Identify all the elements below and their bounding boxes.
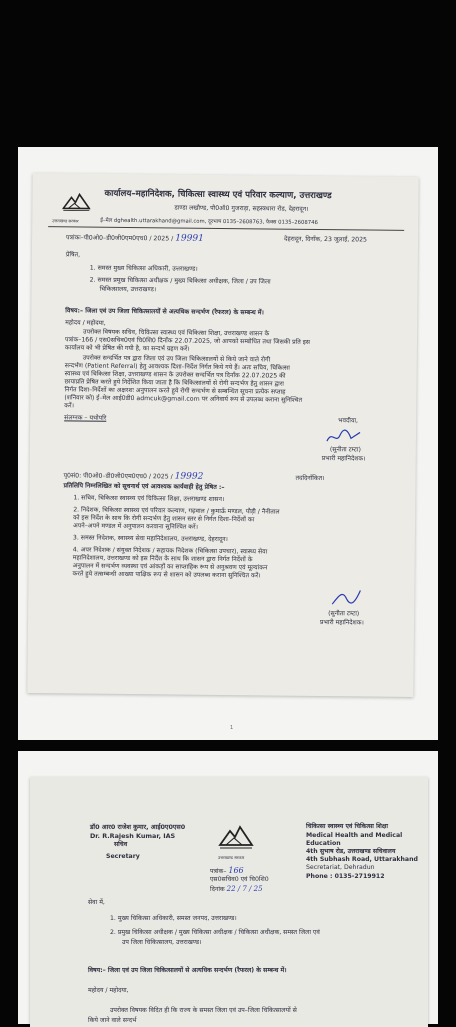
page-number: 1 xyxy=(230,725,233,731)
uttarakhand-emblem-logo xyxy=(62,191,90,213)
recipient-1: 1. मुख्य चिकित्सा अधिकारी, समस्त जनपद, उत्तराखण्ड। xyxy=(110,915,237,923)
copy-item: 1. सचिव, चिकित्सा स्वास्थ्य एवं चिकित्सा शिक्षा, उत्तराखण्ड शासन। xyxy=(73,494,224,504)
phone-line: Phone : 0135-2719912 xyxy=(306,873,385,881)
body-line: करें। xyxy=(64,402,74,410)
to-label: सेवा में, xyxy=(88,899,105,907)
recipient-1: 1. समस्त मुख्य चिकित्सा अधिकारी, उत्तराखण्ड। xyxy=(90,265,198,274)
address-english-1: 4th Subhash Road, Uttarakhand xyxy=(306,856,418,864)
subject-line: विषय:– जिला एवं उप जिला चिकित्सालयों से अत्यधिक सन्दर्भण (रैफरल) के सम्बन्ध में। xyxy=(88,967,287,975)
body-line: स्वास्थ्य एवं चिकित्सा शिक्षा, उत्तराखण्ड शासन के उपरोक्त सन्दर्भित पत्र दिनाँक 22.07.2025 की xyxy=(65,370,286,380)
body-line: कार्यालय को भी प्रेषित की गयी है, का सन्दर्भ ग्रहण करें। xyxy=(65,344,190,353)
enclosure-line: संलग्नक – यथोपरि xyxy=(64,414,106,422)
recipient-2-cont: उप जिला चिकित्सालय, उत्तराखण्ड। xyxy=(122,939,201,947)
copy-item: को इस निर्देश के साथ कि रोगी सन्दर्भण हेतु शासन स्तर से निर्गत दिशा–निर्देशों का xyxy=(73,514,254,524)
endorsement-date: तददिनाँकित। xyxy=(296,475,325,483)
copy-item: 4. अपर निदेशक / संयुक्त निदेशक / सहायक निदेशक (चिकित्सा उपचार), स्वास्थ्य सेवा xyxy=(73,546,268,556)
body-line: सन्दर्भण (Patient Referral) हेतु आवश्यक दिशा–निर्देश निर्गत किये गये हैं। अतः सचिव, चिकित्सा xyxy=(65,362,290,372)
signatory-2-title: प्रभारी महानिदेशक। xyxy=(320,619,364,627)
officer-name-english: Dr. R.Rajesh Kumar, IAS xyxy=(90,832,175,840)
letter-date: देहरादून, दिनाँक, 23 जुलाई, 2025 xyxy=(284,236,367,245)
logo-caption: उत्तराखण्ड सरकार xyxy=(218,854,244,862)
body-line: उपरोक्त सन्दर्भित पत्र द्वारा जिला एवं उप जिला चिकित्सालयों से किये जाने वाले रोगी xyxy=(83,355,270,365)
yours-faithfully: भवदीया, xyxy=(338,417,358,425)
copy-item: 3. समस्त निदेशक, स्वास्थ्य सेवा महानिदेशालय, उत्तराखण्ड, देहरादून। xyxy=(73,534,228,544)
subject-line: विषय:– जिला एवं उप जिला चिकित्सालयों से अत्यधिक सन्दर्भण (रैफरल) के सम्बन्ध में। xyxy=(65,307,264,317)
designation-hindi: सचिव xyxy=(114,841,127,849)
copy-item: महानिदेशालय, उत्तराखण्ड को इस निर्देश के साथ कि शासन द्वारा निर्गत निर्देशों के xyxy=(73,554,253,564)
address-hindi: 4th सुभाष रोड, उत्तराखण्ड सचिवालय xyxy=(306,848,395,856)
logo-caption: उत्तराखण्ड सरकार xyxy=(52,217,78,225)
letter-number: पत्रांकः–पी0ओ0–डी0जी0एम0एच0 / 2025 / 19991 xyxy=(66,233,204,243)
letter-date: दिनांक 22 / 7 / 25 xyxy=(210,885,263,894)
body-line: उपरोक्त विषयक विदित ही कि राज्य के समस्त जिला एवं उप–जिला चिकित्सालयों से xyxy=(110,1007,297,1015)
copy-item: करते हुये तत्सम्बन्धी आख्या पाक्षिक रूप से शासन को उपलब्ध कराना सुनिश्चित करें। xyxy=(72,570,260,580)
letter-sheet xyxy=(27,173,418,697)
body-line: छायाप्रति प्रेषित करते हुये निर्देशित किया जाता है कि चिकित्सालयों से रोगी सन्दर्भण हेतु शासन द्वारा xyxy=(65,378,284,388)
designation-english: Secretary xyxy=(106,853,140,861)
letter-number: पत्रांक– 166 xyxy=(210,867,244,876)
copy-item: 2. निदेशक, चिकित्सा स्वास्थ्य एवं परिवार कल्याण, गढ़वाल / कुमाऊँ मण्डल, पौड़ी / नैनीताल xyxy=(73,506,279,516)
officer-name-hindi: डॉ0 आर0 राजेश कुमार, आई0ए0एस0 xyxy=(90,823,185,831)
recipient-2-cont: चिकित्सालय, उत्तराखण्ड। xyxy=(99,286,156,295)
signatory-2-name: (सुनीता टम्टा) xyxy=(328,610,359,618)
signature-1 xyxy=(324,426,364,446)
body-line: (शनिवार को) ई–मेल आई0डी0 admcuk@gmail.com पर अनिवार्य रूप से उपलब्ध कराना सुनिश्चित xyxy=(64,394,302,404)
copy-item: अनुपालन में सन्दर्भण व्यवस्था एवं आंकड़ों का साप्ताहिक रूप से अनुश्रवण एवं मूल्यांकन xyxy=(73,562,268,572)
signature-2 xyxy=(328,586,364,608)
salutation: महोदय / महोदया, xyxy=(65,319,106,327)
document-page-1 xyxy=(18,147,438,740)
signatory-title: प्रभारी महानिदेशक। xyxy=(322,455,366,463)
office-title: कार्यालय–महानिदेशक, चिकित्सा स्वास्थ्य एवं परिवार कल्याण, उत्तराखण्ड xyxy=(104,189,331,202)
endorsement-number: पृ0सं0: पी0ओ0–डी0जी0एम0एच0 / 2025 / 19992 xyxy=(64,471,204,481)
letter-sheet xyxy=(30,777,428,1027)
to-label: प्रेषित, xyxy=(66,251,80,259)
body-line: निर्गत दिशा–निर्देशों का अक्षरशः अनुपालन करते हुये रोगी सन्दर्भण से सम्बन्धित सूचना प्रत्येक सप्ताह xyxy=(64,386,285,396)
document-page-2 xyxy=(18,751,438,1024)
recipient-2: 2. प्रमुख चिकित्सा अधीक्षक / मुख्य चिकित्सा अधीक्षक / चिकित्सा अधीक्षक, समस्त जिला एवं xyxy=(110,929,320,937)
dept-english-1: Medical Health and Medical xyxy=(306,832,402,840)
copy-heading: प्रतिलिपि निम्नलिखित को सूचनार्थ एवं आवश्यक कार्यवाही हेतु प्रेषित :– xyxy=(63,482,224,492)
signatory-name: (सुनीता टम्टा) xyxy=(330,446,361,454)
body-line: पत्रांक–166 / एस0सचिव0एवं चि0शि0 दिनाँक 22.07.2025, जो आपको सम्बोधित तथा जिसकी प्रति इस xyxy=(65,336,310,347)
recipient-2: 2. समस्त प्रमुख चिकित्सा अधीक्षक / मुख्य चिकित्सा अधीक्षक, जिला / उप जिला xyxy=(90,277,271,287)
dept-hindi: चिकित्सा स्वास्थ्य एवं चिकित्सा शिक्षा xyxy=(306,823,388,831)
address-english-2: Secretariat, Dehradun xyxy=(306,864,375,872)
body-line: किये जाने वाले सन्दर्भ xyxy=(88,1017,136,1025)
body-line: उपरोक्त विषयक सचिव, चिकित्सा स्वास्थ्य एवं चिकित्सा शिक्षा, उत्तराखण्ड शासन के xyxy=(83,329,269,339)
copy-item: अपने–अपने मण्डल में अनुपालन करवाना सुनिश्चित करें। xyxy=(73,522,198,531)
salutation: महोदय / महोदया, xyxy=(88,987,129,995)
dept-english-2: Education xyxy=(306,840,341,848)
header-rule xyxy=(48,226,404,231)
office-line: एस0सचिव0 एवं चि0शि0 xyxy=(210,876,269,884)
contact-line: ई–मेल dghealth.uttarakhand@gmail.com, दूरभाष 0135–2608763, फैक्स 0135–2608746 xyxy=(100,217,318,227)
office-address: डाण्डा लखौण्ड, पौ0ऑ0 गुजराड़ा, सहस्त्रधारा रोड, देहरादून। xyxy=(174,204,308,213)
uttarakhand-emblem-logo xyxy=(218,823,254,851)
